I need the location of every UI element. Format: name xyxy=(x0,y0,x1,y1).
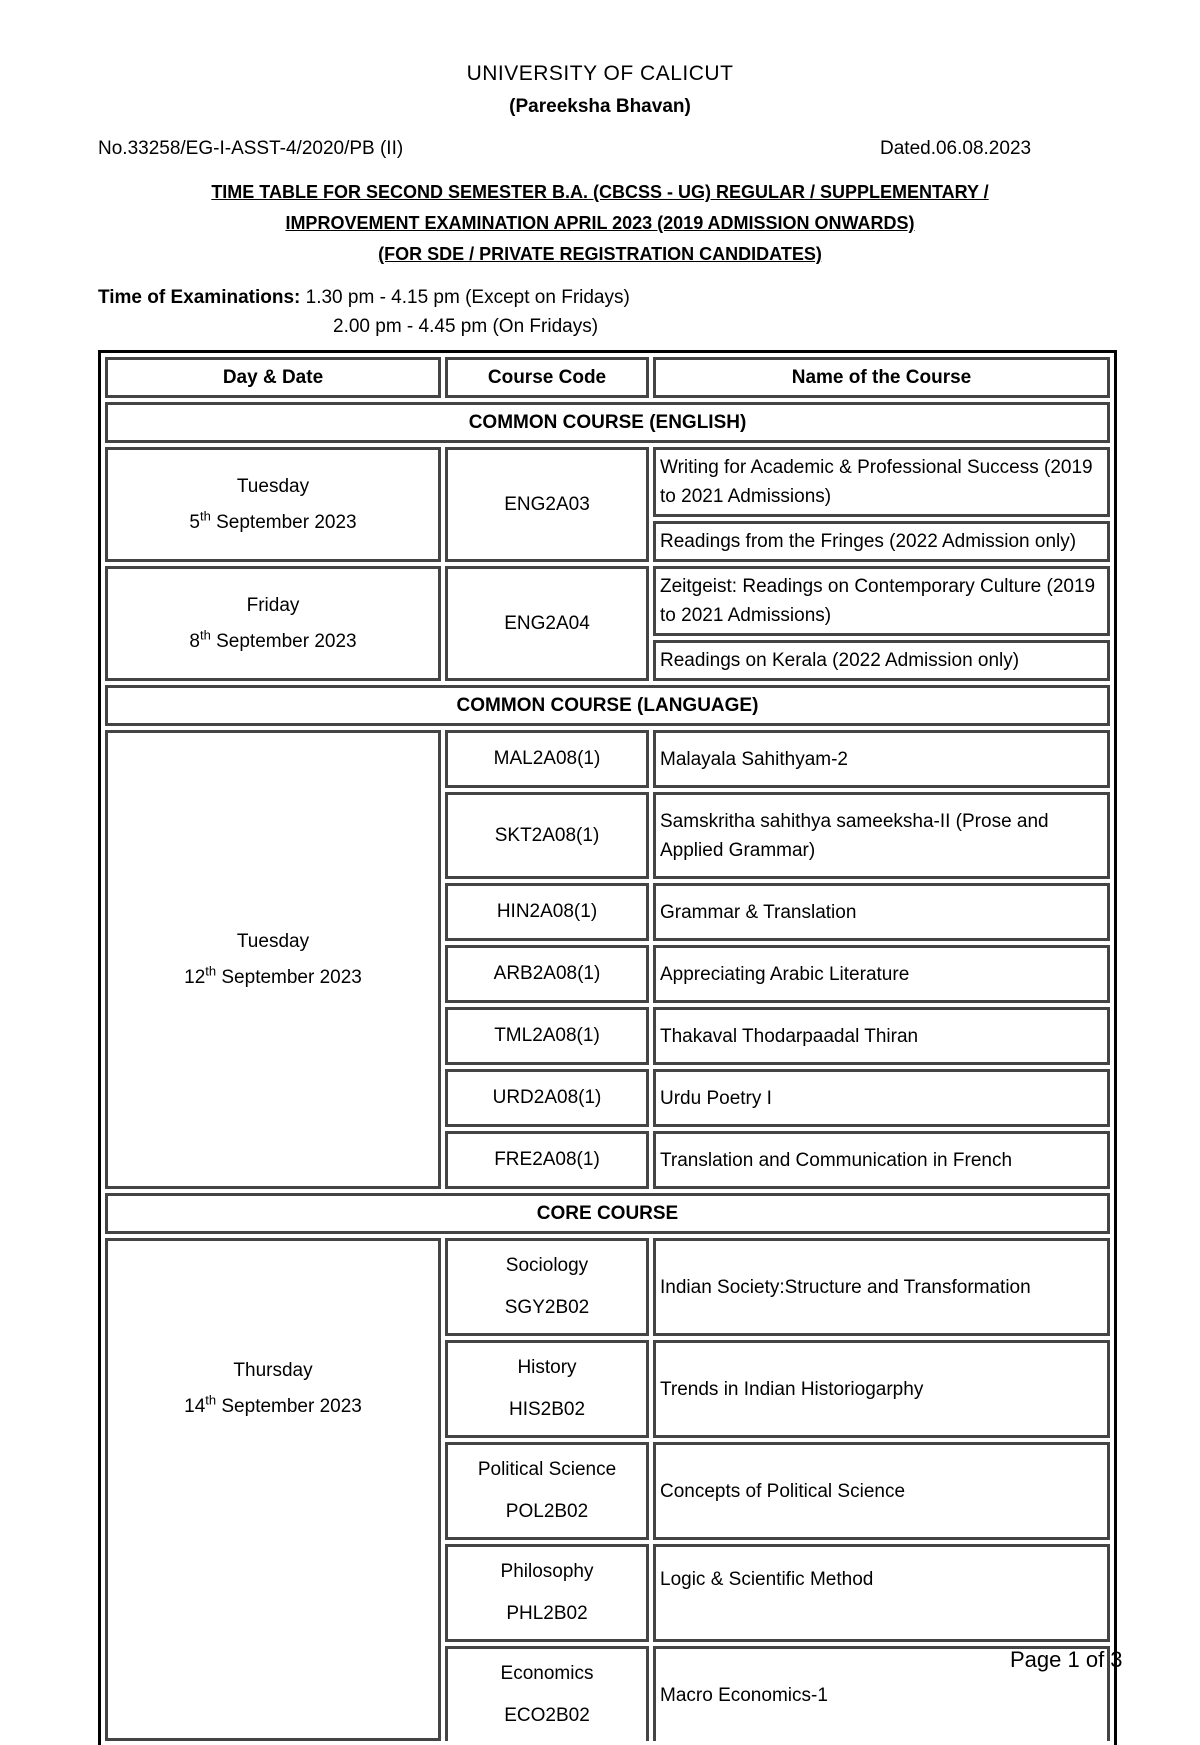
exam-date xyxy=(112,624,434,660)
exam-date xyxy=(112,960,434,996)
table-row xyxy=(105,1238,1110,1336)
course-code-cell: FRE2A08(1) xyxy=(445,1131,649,1189)
subject-code: POL2B02 xyxy=(505,1501,589,1522)
date-suffix: th xyxy=(199,508,211,524)
exam-day: Tuesday xyxy=(236,930,310,952)
course-name-cell: Translation and Communication in French xyxy=(653,1131,1110,1189)
date-month-year: September 2023 xyxy=(210,630,357,652)
table-header-row xyxy=(105,357,1110,398)
timetable xyxy=(98,350,1117,1745)
subject-code: ECO2B02 xyxy=(504,1705,590,1726)
course-name-cell: Zeitgeist: Readings on Contemporary Culture (2019 to 2021 Admissions) xyxy=(653,566,1110,636)
date-suffix: th xyxy=(205,963,217,979)
subject-code: SGY2B02 xyxy=(504,1297,590,1318)
section-language: COMMON COURSE (LANGUAGE) xyxy=(105,685,1110,726)
subject-name: History xyxy=(517,1357,577,1378)
table-row xyxy=(105,447,1110,517)
course-name-cell: Concepts of Political Science xyxy=(653,1442,1110,1540)
exam-time-fridays: 2.00 pm - 4.45 pm (On Fridays) xyxy=(333,316,599,337)
date-suffix: th xyxy=(199,627,211,643)
reference-number: No.33258/EG-I-ASST-4/2020/PB (II) xyxy=(98,138,404,159)
column-header-course-name: Name of the Course xyxy=(653,357,1110,398)
exam-date xyxy=(112,1389,434,1425)
exam-day: Tuesday xyxy=(236,475,310,497)
subject-name: Philosophy xyxy=(500,1561,594,1582)
course-name-cell: Trends in Indian Historiogarphy xyxy=(653,1340,1110,1438)
date-number: 14 xyxy=(184,1396,206,1417)
course-name-cell: Readings on Kerala (2022 Admission only) xyxy=(653,640,1110,681)
date-number: 5 xyxy=(189,511,200,533)
section-row xyxy=(105,685,1110,726)
timetable-heading-line-1: TIME TABLE FOR SECOND SEMESTER B.A. (CBCSS - UG) REGULAR / SUPPLEMENTARY / xyxy=(211,182,989,202)
exam-date xyxy=(112,505,434,541)
page-number: Page 1 of 3 xyxy=(1010,1647,1123,1672)
university-title: UNIVERSITY OF CALICUT xyxy=(466,62,734,85)
exam-day: Friday xyxy=(246,594,300,616)
exam-day: Thursday xyxy=(233,1360,313,1381)
course-code-cell: HIN2A08(1) xyxy=(445,883,649,941)
exam-time-weekdays: 1.30 pm - 4.15 pm (Except on Fridays) xyxy=(300,287,630,308)
table-row xyxy=(105,730,1110,788)
exam-time-line-1 xyxy=(98,287,630,309)
course-name-cell: Urdu Poetry I xyxy=(653,1069,1110,1127)
section-row xyxy=(105,1193,1110,1234)
exam-time-label: Time of Examinations: xyxy=(98,287,301,308)
date-issued: Dated.06.08.2023 xyxy=(880,138,1032,159)
exam-date-cell xyxy=(105,730,441,1189)
course-code-cell: SKT2A08(1) xyxy=(445,792,649,879)
timetable-heading-line-2: IMPROVEMENT EXAMINATION APRIL 2023 (2019 ADMISSION ONWARDS) xyxy=(285,213,915,233)
course-name-cell: Macro Economics-1 xyxy=(653,1646,1110,1741)
university-subtitle: (Pareeksha Bhavan) xyxy=(509,96,691,117)
date-month-year: September 2023 xyxy=(216,966,362,988)
course-code-cell: ARB2A08(1) xyxy=(445,945,649,1003)
course-name-cell: Samskritha sahithya sameeksha-II (Prose and Applied Grammar) xyxy=(653,792,1110,879)
subject-name: Sociology xyxy=(505,1255,589,1276)
course-code-cell xyxy=(445,1238,649,1336)
subject-code: HIS2B02 xyxy=(508,1399,586,1420)
column-header-day-date: Day & Date xyxy=(105,357,441,398)
subject-code: PHL2B02 xyxy=(506,1603,588,1624)
table-row xyxy=(105,566,1110,636)
date-suffix: th xyxy=(205,1392,217,1408)
course-code-cell: ENG2A04 xyxy=(445,566,649,681)
section-row xyxy=(105,402,1110,443)
course-code-cell: MAL2A08(1) xyxy=(445,730,649,788)
timetable-heading-line-3: (FOR SDE / PRIVATE REGISTRATION CANDIDATES) xyxy=(378,244,822,264)
course-name-cell: Malayala Sahithyam-2 xyxy=(653,730,1110,788)
course-code-cell: URD2A08(1) xyxy=(445,1069,649,1127)
course-name-cell: Thakaval Thodarpaadal Thiran xyxy=(653,1007,1110,1065)
course-code-cell xyxy=(445,1442,649,1540)
exam-date-cell xyxy=(105,1238,441,1741)
course-name-cell: Writing for Academic & Professional Success (2019 to 2021 Admissions) xyxy=(653,447,1110,517)
section-english: COMMON COURSE (ENGLISH) xyxy=(105,402,1110,443)
subject-name: Political Science xyxy=(477,1459,617,1480)
column-header-course-code: Course Code xyxy=(445,357,649,398)
course-code-cell xyxy=(445,1340,649,1438)
date-number: 12 xyxy=(184,966,206,988)
course-name-cell: Appreciating Arabic Literature xyxy=(653,945,1110,1003)
date-month-year: September 2023 xyxy=(216,1396,362,1417)
course-name-cell: Indian Society:Structure and Transformation xyxy=(653,1238,1110,1336)
course-code-cell xyxy=(445,1646,649,1741)
course-code-cell xyxy=(445,1544,649,1642)
course-name-cell: Grammar & Translation xyxy=(653,883,1110,941)
course-code-cell: TML2A08(1) xyxy=(445,1007,649,1065)
exam-date-cell xyxy=(105,447,441,562)
date-number: 8 xyxy=(189,630,200,652)
course-name-cell: Readings from the Fringes (2022 Admission only) xyxy=(653,521,1110,562)
subject-name: Economics xyxy=(500,1663,594,1684)
date-month-year: September 2023 xyxy=(210,511,357,533)
course-name-cell: Logic & Scientific Method xyxy=(653,1544,1110,1642)
course-code-cell: ENG2A03 xyxy=(445,447,649,562)
section-core: CORE COURSE xyxy=(105,1193,1110,1234)
exam-date-cell xyxy=(105,566,441,681)
